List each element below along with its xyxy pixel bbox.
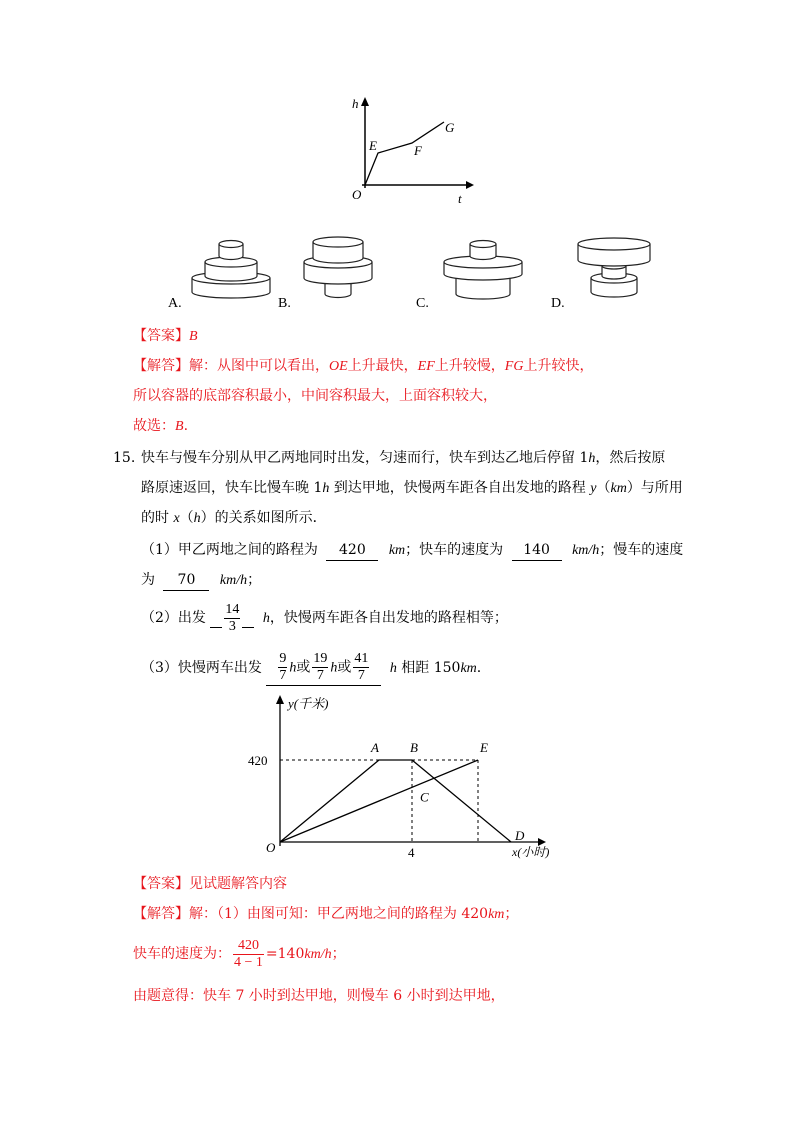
q14-answer: 【答案】B	[133, 328, 198, 344]
o-label: O	[352, 187, 362, 202]
answer-equal-time: $\frac{14}{3}$	[225, 601, 240, 634]
slow-car-line	[280, 760, 478, 842]
option-b-label: B.	[278, 296, 291, 311]
fast-car-line	[280, 760, 511, 842]
q15-solution-line-1: 【解答】解：（1）由图可知：甲乙两地之间的路程为 420km；	[133, 906, 519, 922]
h-axis-arrow	[361, 97, 369, 106]
speed-fraction: $\frac{420}{4 - 1}$	[234, 937, 263, 970]
container-option-d-image	[574, 232, 654, 304]
q14-solution-line-2: 所以容器的底部容积最小，中间容积最大，上面容积较大，	[133, 388, 497, 404]
point-label-d: D	[515, 828, 525, 843]
answer-distance: 420	[326, 540, 378, 561]
q15-solution-line-3: 由题意得：快车 7 小时到达甲地，则慢车 6 小时到达甲地，	[133, 988, 505, 1004]
q15-line-1: 15. 快车与慢车分别从甲乙两地同时出发，匀速而行，快车到达乙地后停留 1h，然后按原	[113, 450, 666, 466]
q15-answer: 【答案】见试题解答内容	[133, 876, 287, 892]
e-label: E	[369, 138, 377, 153]
x-axis-label: x(小时)	[512, 845, 550, 859]
container-option-c-image	[440, 232, 526, 304]
option-a-label: A.	[168, 296, 182, 311]
point-label-b: B	[410, 740, 418, 755]
h-label: h	[352, 96, 359, 111]
g-label: G	[445, 120, 455, 135]
y-axis-arrow	[276, 695, 284, 704]
point-label-c: C	[420, 789, 429, 805]
height-curve	[365, 122, 444, 185]
t-axis-arrow	[466, 181, 474, 189]
y-tick-420: 420	[248, 753, 268, 768]
t-label: t	[458, 191, 462, 206]
point-label-a: A	[371, 740, 379, 755]
q15-part-1-line-1: （1）甲乙两地之间的路程为 420 km；快车的速度为 140 km/h；慢车的速度	[141, 540, 683, 561]
q14-solution-line-1: 【解答】解：从图中可以看出，OE上升最快，EF上升较慢，FG上升较快，	[133, 358, 594, 374]
answer-fast-speed: 140	[512, 540, 562, 561]
f-label: F	[414, 143, 422, 158]
point-label-e: E	[480, 740, 488, 755]
q15-solution-line-2: 快车的速度为： $\frac{420}{4 - 1}$ =140km/h；	[133, 937, 346, 970]
option-d-label: D.	[551, 296, 565, 311]
y-axis-label: y(千米)	[288, 696, 329, 711]
q15-part-3: （3）快慢两车出发 $\frac{9}{7}$ h或 $\frac{19}{7}$ h或 $\frac{41}{7}$ h 相距 150km.	[141, 648, 481, 689]
answer-slow-speed: 70	[163, 570, 209, 591]
option-c-label: C.	[416, 296, 429, 311]
q15-line-3: 的时 x（h）的关系如图所示．	[141, 510, 327, 526]
answer-distance-150-times: $\frac{9}{7}$ h或 $\frac{19}{7}$ h或 $\frac{41}{7}$	[266, 651, 381, 686]
water-height-graph	[340, 92, 480, 207]
x-tick-4: 4	[408, 845, 415, 860]
q15-line-2: 路原速返回，快车比慢车晚 1h 到达甲地，快慢两车距各自出发地的路程 y（km）与所用	[141, 480, 683, 496]
q14-solution-line-3: 故选：B.	[133, 418, 189, 434]
q15-part-1-line-2: 为 70 km/h；	[141, 570, 261, 591]
q15-part-2: （2）出发 $\frac{14}{3}$ h，快慢两车距各自出发地的路程相等；	[141, 601, 508, 634]
origin-label: O	[266, 840, 276, 855]
container-option-b-image	[298, 232, 378, 304]
container-option-a-image	[188, 232, 274, 304]
distance-time-chart	[238, 690, 578, 866]
